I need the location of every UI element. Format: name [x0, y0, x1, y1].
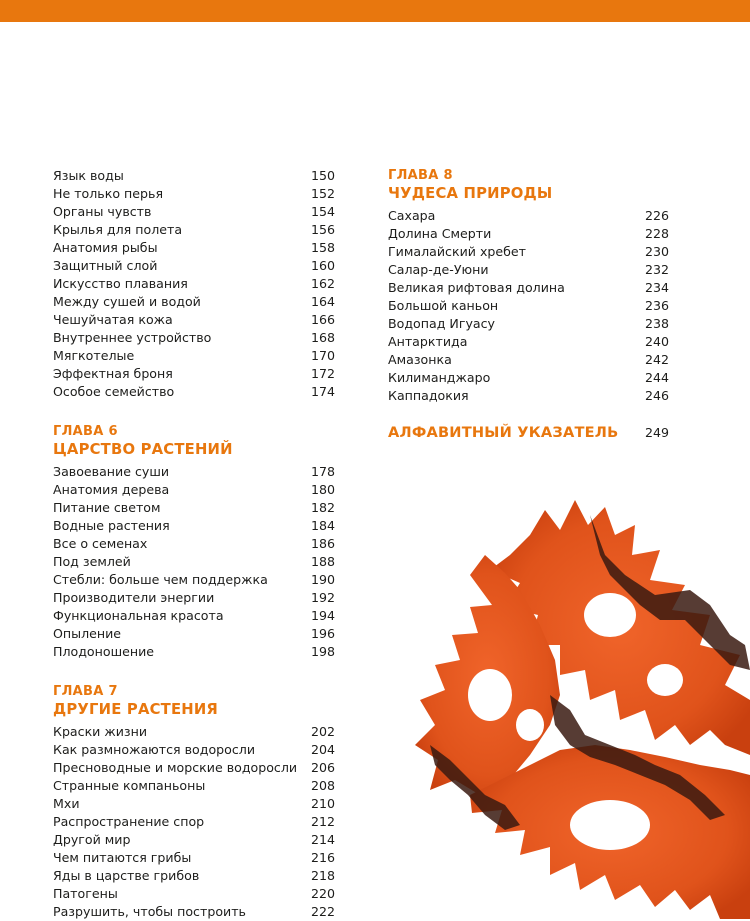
toc-entry-page: 230 [644, 244, 669, 259]
toc-entry [53, 535, 335, 553]
toc-entry-page: 202 [310, 724, 335, 739]
toc-entry-page: 220 [310, 886, 335, 901]
toc-entry-title: Как размножаются водоросли [53, 742, 256, 757]
toc-entry-page: 218 [310, 868, 335, 883]
toc-entry [388, 315, 669, 333]
toc-entry [388, 369, 669, 387]
toc-entry [388, 261, 669, 279]
red-seaweed-illustration [410, 495, 750, 919]
toc-entry-page: 180 [310, 482, 335, 497]
toc-entry-page: 212 [310, 814, 335, 829]
seaweed-hole-1 [584, 593, 636, 637]
chapter-7-entries [53, 723, 335, 921]
toc-entry [53, 849, 335, 867]
toc-entry-page: 182 [310, 500, 335, 515]
toc-entry [53, 383, 335, 401]
toc-entry-page: 170 [310, 348, 335, 363]
toc-entry [53, 795, 335, 813]
toc-entry [53, 517, 335, 535]
toc-right-column [388, 167, 669, 441]
chapter-6-entries [53, 463, 335, 661]
toc-entry-page: 174 [310, 384, 335, 399]
toc-entry-page: 194 [310, 608, 335, 623]
chapter-7-section [53, 683, 335, 921]
toc-entry-title: Яды в царстве грибов [53, 868, 200, 883]
toc-entry-page: 162 [310, 276, 335, 291]
toc-entry-title: Чешуйчатая кожа [53, 312, 173, 327]
toc-entry-title: Питание светом [53, 500, 161, 515]
toc-entry-title: Стебли: больше чем поддержка [53, 572, 268, 587]
chapter-8-title: ЧУДЕСА ПРИРОДЫ [388, 185, 553, 202]
toc-entry-page: 198 [310, 644, 335, 659]
chapter-7-title: ДРУГИЕ РАСТЕНИЯ [53, 701, 219, 718]
toc-entry-page: 168 [310, 330, 335, 345]
toc-entry [53, 329, 335, 347]
toc-entry-title: Долина Смерти [388, 226, 492, 241]
toc-entry-title: Странные компаньоны [53, 778, 206, 793]
toc-entry-title: Плодоношение [53, 644, 155, 659]
toc-entry-title: Опыление [53, 626, 122, 641]
alphabetical-index-row [388, 424, 669, 441]
intro-entries [53, 167, 335, 401]
chapter-6-section [53, 423, 335, 661]
toc-entry-title: Великая рифтовая долина [388, 280, 565, 295]
toc-entry [53, 311, 335, 329]
toc-entry [53, 903, 335, 921]
alphabetical-index-page: 249 [644, 425, 669, 440]
toc-entry-page: 234 [644, 280, 669, 295]
toc-entry-page: 242 [644, 352, 669, 367]
toc-entry [53, 221, 335, 239]
toc-entry-page: 210 [310, 796, 335, 811]
toc-entry-title: Завоевание суши [53, 464, 170, 479]
chapter-6-title: ЦАРСТВО РАСТЕНИЙ [53, 441, 233, 458]
toc-entry-title: Анатомия рыбы [53, 240, 158, 255]
toc-entry-page: 152 [310, 186, 335, 201]
toc-entry [53, 293, 335, 311]
toc-entry-title: Мягкотелые [53, 348, 135, 363]
chapter-6-label: ГЛАВА 6 [53, 424, 118, 439]
toc-entry-page: 206 [310, 760, 335, 775]
toc-entry-page: 228 [644, 226, 669, 241]
toc-entry-page: 204 [310, 742, 335, 757]
toc-entry-title: Килиманджаро [388, 370, 491, 385]
toc-entry-page: 156 [310, 222, 335, 237]
toc-entry-title: Защитный слой [53, 258, 158, 273]
toc-entry-title: Другой мир [53, 832, 131, 847]
seaweed-hole-3 [570, 800, 650, 850]
toc-entry [53, 499, 335, 517]
toc-entry [53, 571, 335, 589]
toc-entry-page: 192 [310, 590, 335, 605]
toc-entry [53, 347, 335, 365]
toc-entry-page: 150 [310, 168, 335, 183]
toc-entry-page: 236 [644, 298, 669, 313]
toc-entry-title: Водопад Игуасу [388, 316, 496, 331]
toc-entry-title: Краски жизни [53, 724, 148, 739]
toc-entry-title: Анатомия дерева [53, 482, 170, 497]
chapter-8-label: ГЛАВА 8 [388, 168, 453, 183]
toc-entry-title: Распространение спор [53, 814, 205, 829]
toc-entry-title: Чем питаются грибы [53, 850, 192, 865]
toc-entry [53, 275, 335, 293]
toc-entry-title: Каппадокия [388, 388, 469, 403]
toc-entry-page: 208 [310, 778, 335, 793]
seaweed-hole-5 [516, 709, 544, 741]
toc-entry [53, 463, 335, 481]
toc-entry-title: Внутреннее устройство [53, 330, 212, 345]
toc-entry-page: 158 [310, 240, 335, 255]
toc-entry-title: Амазонка [388, 352, 452, 367]
toc-entry [388, 207, 669, 225]
toc-entry-page: 222 [310, 904, 335, 919]
toc-entry [53, 885, 335, 903]
toc-entry [388, 351, 669, 369]
toc-entry-page: 190 [310, 572, 335, 587]
toc-entry-page: 240 [644, 334, 669, 349]
toc-entry-title: Крылья для полета [53, 222, 183, 237]
toc-entry-page: 196 [310, 626, 335, 641]
seaweed-hole-4 [647, 664, 683, 696]
toc-entry [53, 777, 335, 795]
toc-entry [388, 279, 669, 297]
toc-entry-title: Мхи [53, 796, 80, 811]
toc-entry-title: Большой каньон [388, 298, 499, 313]
toc-entry-page: 178 [310, 464, 335, 479]
toc-entry [388, 297, 669, 315]
toc-entry-title: Между сушей и водой [53, 294, 201, 309]
chapter-8-section [388, 167, 669, 405]
chapter-8-entries [388, 207, 669, 405]
toc-entry [388, 225, 669, 243]
toc-entry [53, 481, 335, 499]
toc-entry-page: 186 [310, 536, 335, 551]
toc-entry-title: Эффектная броня [53, 366, 173, 381]
toc-entry-title: Производители энергии [53, 590, 215, 605]
toc-entry-page: 238 [644, 316, 669, 331]
toc-entry-title: Не только перья [53, 186, 164, 201]
toc-entry-page: 166 [310, 312, 335, 327]
toc-entry [388, 387, 669, 405]
toc-entry-title: Искусство плавания [53, 276, 188, 291]
toc-entry [53, 589, 335, 607]
toc-entry-title: Водные растения [53, 518, 170, 533]
toc-entry [53, 185, 335, 203]
toc-entry-title: Функциональная красота [53, 608, 224, 623]
toc-entry [53, 759, 335, 777]
toc-entry-title: Антарктида [388, 334, 468, 349]
toc-entry-page: 244 [644, 370, 669, 385]
toc-entry-page: 216 [310, 850, 335, 865]
toc-entry [53, 625, 335, 643]
toc-entry [53, 257, 335, 275]
toc-entry-title: Салар-де-Уюни [388, 262, 489, 277]
toc-entry [53, 167, 335, 185]
toc-entry [53, 813, 335, 831]
toc-entry-title: Язык воды [53, 168, 124, 183]
toc-entry-title: Все о семенах [53, 536, 148, 551]
toc-entry-title: Органы чувств [53, 204, 152, 219]
toc-entry-page: 154 [310, 204, 335, 219]
chapter-7-label: ГЛАВА 7 [53, 684, 118, 699]
toc-entry-page: 246 [644, 388, 669, 403]
toc-entry-title: Сахара [388, 208, 436, 223]
toc-entry [388, 243, 669, 261]
toc-left-column [53, 167, 335, 921]
toc-entry [53, 607, 335, 625]
toc-entry-title: Разрушить, чтобы построить [53, 904, 246, 919]
toc-entry [53, 553, 335, 571]
toc-entry-title: Пресноводные и морские водоросли [53, 760, 298, 775]
toc-entry-page: 172 [310, 366, 335, 381]
toc-entry-page: 226 [644, 208, 669, 223]
toc-entry [53, 741, 335, 759]
toc-entry-page: 188 [310, 554, 335, 569]
seaweed-hole-2 [468, 669, 512, 721]
toc-entry [53, 203, 335, 221]
toc-entry [388, 333, 669, 351]
toc-entry-page: 184 [310, 518, 335, 533]
toc-entry [53, 723, 335, 741]
toc-entry-page: 160 [310, 258, 335, 273]
toc-entry-page: 232 [644, 262, 669, 277]
toc-entry [53, 867, 335, 885]
alphabetical-index-title: АЛФАВИТНЫЙ УКАЗАТЕЛЬ [388, 424, 619, 441]
toc-entry-title: Патогены [53, 886, 118, 901]
toc-entry [53, 831, 335, 849]
toc-entry [53, 365, 335, 383]
toc-entry-page: 164 [310, 294, 335, 309]
toc-entry-title: Особое семейство [53, 384, 175, 399]
toc-entry-page: 214 [310, 832, 335, 847]
toc-entry-title: Под землей [53, 554, 131, 569]
toc-entry [53, 643, 335, 661]
toc-entry-title: Гималайский хребет [388, 244, 526, 259]
top-accent-bar [0, 0, 750, 22]
toc-entry [53, 239, 335, 257]
